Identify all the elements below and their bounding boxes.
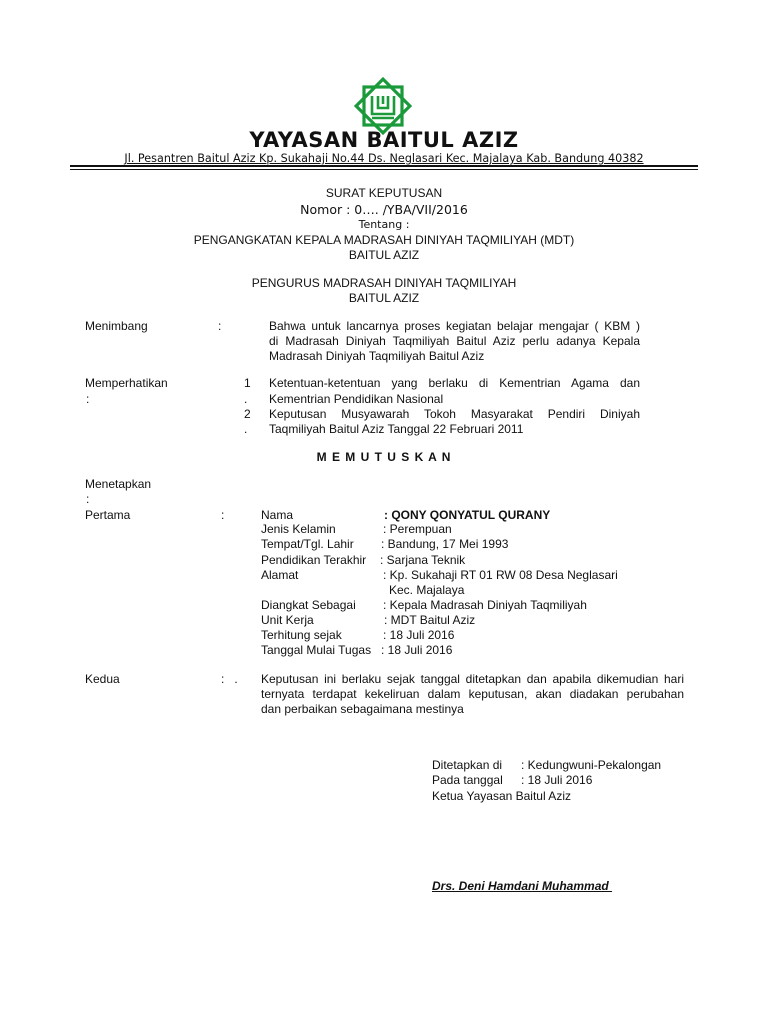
- field-value-jenis-kelamin: : Perempuan: [383, 522, 452, 536]
- pertama-colon: :: [221, 508, 225, 522]
- field-value-nama: : QONY QONYATUL QURANY: [384, 508, 551, 522]
- menimbang-colon: :: [218, 319, 222, 333]
- memperhatikan-colon: :: [86, 392, 90, 406]
- kedua-line-1: Keputusan ini berlaku sejak tanggal ditetapkan dan apabila dikemudian hari: [261, 672, 684, 686]
- memutuskan-heading: M E M U T U S K A N: [316, 450, 452, 464]
- field-value-tempat-tgl-lahir: : Bandung, 17 Mei 1993: [381, 537, 509, 551]
- issuer-line-2: BAITUL AZIZ: [348, 291, 420, 305]
- field-label-jenis-kelamin: Jenis Kelamin: [261, 522, 336, 536]
- menimbang-label: Menimbang: [85, 319, 148, 333]
- menetapkan-label: Menetapkan: [85, 477, 152, 491]
- memperhatikan-item-line-2: Taqmiliyah Baitul Aziz Tanggal 22 Februari 2011: [269, 422, 524, 436]
- organization-name: YAYASAN BAITUL AZIZ: [249, 128, 519, 152]
- kedua-colon: : .: [221, 672, 238, 686]
- menimbang-line-3: Madrasah Diniyah Taqmiliyah Baitul Aziz: [269, 349, 485, 363]
- memperhatikan-item-line-1: Ketentuan-ketentuan yang berlaku di Kementrian Agama dan: [269, 376, 640, 390]
- field-label-diangkat-sebagai: Diangkat Sebagai: [261, 598, 356, 612]
- field-label-tanggal-mulai: Tanggal Mulai Tugas: [261, 643, 372, 657]
- field-label-alamat: Alamat: [261, 568, 299, 582]
- issuer-line-1: PENGURUS MADRASAH DINIYAH TAQMILIYAH: [251, 276, 517, 290]
- memperhatikan-item-number: 2: [244, 407, 251, 421]
- date-label: Pada tanggal: [432, 773, 503, 787]
- field-value-alamat: : Kp. Sukahaji RT 01 RW 08 Desa Neglasari: [383, 568, 618, 582]
- subject-line-1: PENGANGKATAN KEPALA MADRASAH DINIYAH TAQMILIYAH (MDT): [193, 233, 575, 247]
- place-label: Ditetapkan di: [432, 758, 503, 772]
- field-label-unit-kerja: Unit Kerja: [261, 613, 314, 627]
- menimbang-line-2: di Madrasah Diniyah Taqmiliyah Baitul Aziz perlu adanya Kepala: [269, 334, 640, 348]
- field-value-unit-kerja: : MDT Baitul Aziz: [384, 613, 476, 627]
- field-value-terhitung-sejak: : 18 Juli 2016: [383, 628, 455, 642]
- document-number: Nomor : 0…. /YBA/VII/2016: [300, 202, 468, 217]
- kedua-label: Kedua: [85, 672, 120, 686]
- kedua-line-2: ternyata terdapat kekeliruan dalam keputusan, akan diadakan perubahan: [261, 687, 684, 701]
- memperhatikan-item-number: 1: [244, 376, 251, 390]
- menetapkan-colon: :: [86, 492, 90, 506]
- signer-name: Drs. Deni Hamdani Muhammad: [432, 879, 613, 893]
- memperhatikan-item-dot: .: [244, 422, 248, 436]
- subject-line-2: BAITUL AZIZ: [348, 248, 420, 262]
- tentang-label: Tentang :: [358, 218, 410, 231]
- kedua-line-3: dan perbaikan sebagaimana mestinya: [261, 702, 464, 716]
- organization-address: Jl. Pesantren Baitul Aziz Kp. Sukahaji No.44 Ds. Neglasari Kec. Majalaya Kab. Bandung 40382: [124, 152, 644, 165]
- memperhatikan-label: Memperhatikan: [85, 376, 168, 390]
- place-value: : Kedungwuni-Pekalongan: [521, 758, 662, 772]
- field-value-diangkat-sebagai: : Kepala Madrasah Diniyah Taqmiliyah: [383, 598, 587, 612]
- field-value-alamat-line-2: Kec. Majalaya: [389, 583, 465, 597]
- header-rule-thick: [70, 165, 698, 167]
- field-value-pendidikan: : Sarjana Teknik: [380, 553, 466, 567]
- octagram-logo-icon: [350, 76, 416, 136]
- field-value-tanggal-mulai: : 18 Juli 2016: [381, 643, 453, 657]
- field-label-tempat-tgl-lahir: Tempat/Tgl. Lahir: [261, 537, 354, 551]
- memperhatikan-item-dot: .: [244, 392, 248, 406]
- pertama-label: Pertama: [85, 508, 131, 522]
- date-value: : 18 Juli 2016: [521, 773, 593, 787]
- memperhatikan-item-line-2: Kementrian Pendidikan Nasional: [269, 392, 444, 406]
- document-type: SURAT KEPUTUSAN: [325, 186, 443, 200]
- field-label-nama: Nama: [261, 508, 294, 522]
- signer-role: Ketua Yayasan Baitul Aziz: [432, 789, 571, 803]
- field-label-terhitung-sejak: Terhitung sejak: [261, 628, 342, 642]
- memperhatikan-item-line-1: Keputusan Musyawarah Tokoh Masyarakat Pendiri Diniyah: [269, 407, 640, 421]
- header-rule-thin: [70, 169, 698, 170]
- field-label-pendidikan: Pendidikan Terakhir: [261, 553, 367, 567]
- menimbang-line-1: Bahwa untuk lancarnya proses kegiatan belajar mengajar ( KBM ): [269, 319, 640, 333]
